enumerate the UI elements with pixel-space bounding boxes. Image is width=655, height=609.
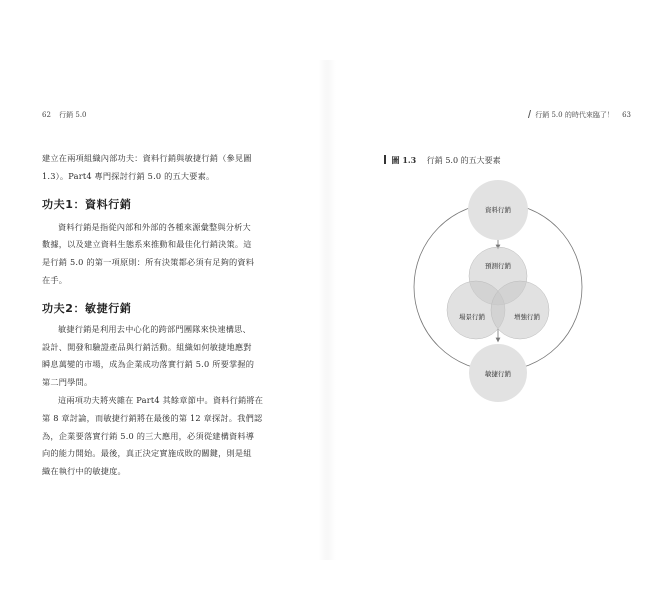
paragraph-line: 資料行銷是指從內部和外部的各種來源彙整與分析大	[58, 221, 251, 232]
paragraph-line: 數據，以及建立資料生態系來推動和最佳化行銷決策。這	[42, 239, 252, 250]
intro-line: 建立在兩項組織內部功夫：資料行銷與敏捷行銷（參見圖	[42, 153, 252, 163]
right-page-number: 63	[622, 111, 631, 119]
paragraph-line: 第二門學問。	[42, 377, 93, 388]
paragraph-line: 為，企業要落實行銷 5.0 的三大應用，必須從建構資料導	[42, 430, 255, 441]
label-data-marketing: 資料行銷	[485, 206, 511, 214]
left-running-title: 行銷 5.0	[59, 111, 87, 119]
paragraph-line: 在手。	[42, 274, 68, 285]
label-agile-marketing: 敏捷行銷	[485, 370, 511, 378]
paragraph-line: 向的能力開始。最後，真正決定實施成敗的關鍵，則是組	[42, 448, 252, 459]
right-running-head	[529, 110, 631, 120]
paragraph-line: 設計、開發和驗證產品與行銷活動。組織如何敏捷地應對	[42, 341, 252, 352]
left-body-text	[42, 150, 278, 481]
label-augmented-marketing: 增強行銷	[514, 313, 540, 321]
paragraph-line: 織在執行中的敏捷度。	[42, 466, 126, 477]
node-augmented-marketing	[491, 281, 549, 339]
left-running-head	[42, 110, 87, 120]
intro-line: 1.3）。Part4 專門探討行銷 5.0 的五大要素。	[42, 170, 215, 181]
section-heading-agile-marketing: 功夫2：敏捷行銷	[42, 301, 132, 315]
paragraph-line: 是行銷 5.0 的第一項原則：所有決策都必須有足夠的資料	[42, 257, 255, 268]
label-predictive-marketing: 預測行銷	[485, 262, 511, 270]
section-heading-data-marketing: 功夫1：資料行銷	[42, 197, 132, 211]
figure-title: 行銷 5.0 的五大要素	[426, 156, 501, 165]
paragraph-line: 敏捷行銷是利用去中心化的跨部門團隊來快速構思、	[58, 323, 251, 334]
paragraph-line: 這兩項功夫將夾雜在 Part4 其餘章節中。資料行銷將在	[58, 394, 264, 405]
left-page	[0, 0, 327, 609]
running-head-slash-icon	[528, 110, 531, 118]
right-running-title: 行銷 5.0 的時代來臨了！	[535, 111, 614, 119]
five-elements-diagram	[327, 160, 655, 420]
paragraph-line: 第 8 章討論，而敏捷行銷將在最後的第 12 章探討。我們認	[42, 412, 263, 423]
left-page-number: 62	[42, 111, 51, 119]
label-contextual-marketing: 場景行銷	[459, 313, 485, 321]
figure-number: 圖 1.3	[391, 155, 417, 165]
paragraph-line: 瞬息萬變的市場，成為企業成功落實行銷 5.0 所要掌握的	[42, 359, 255, 370]
